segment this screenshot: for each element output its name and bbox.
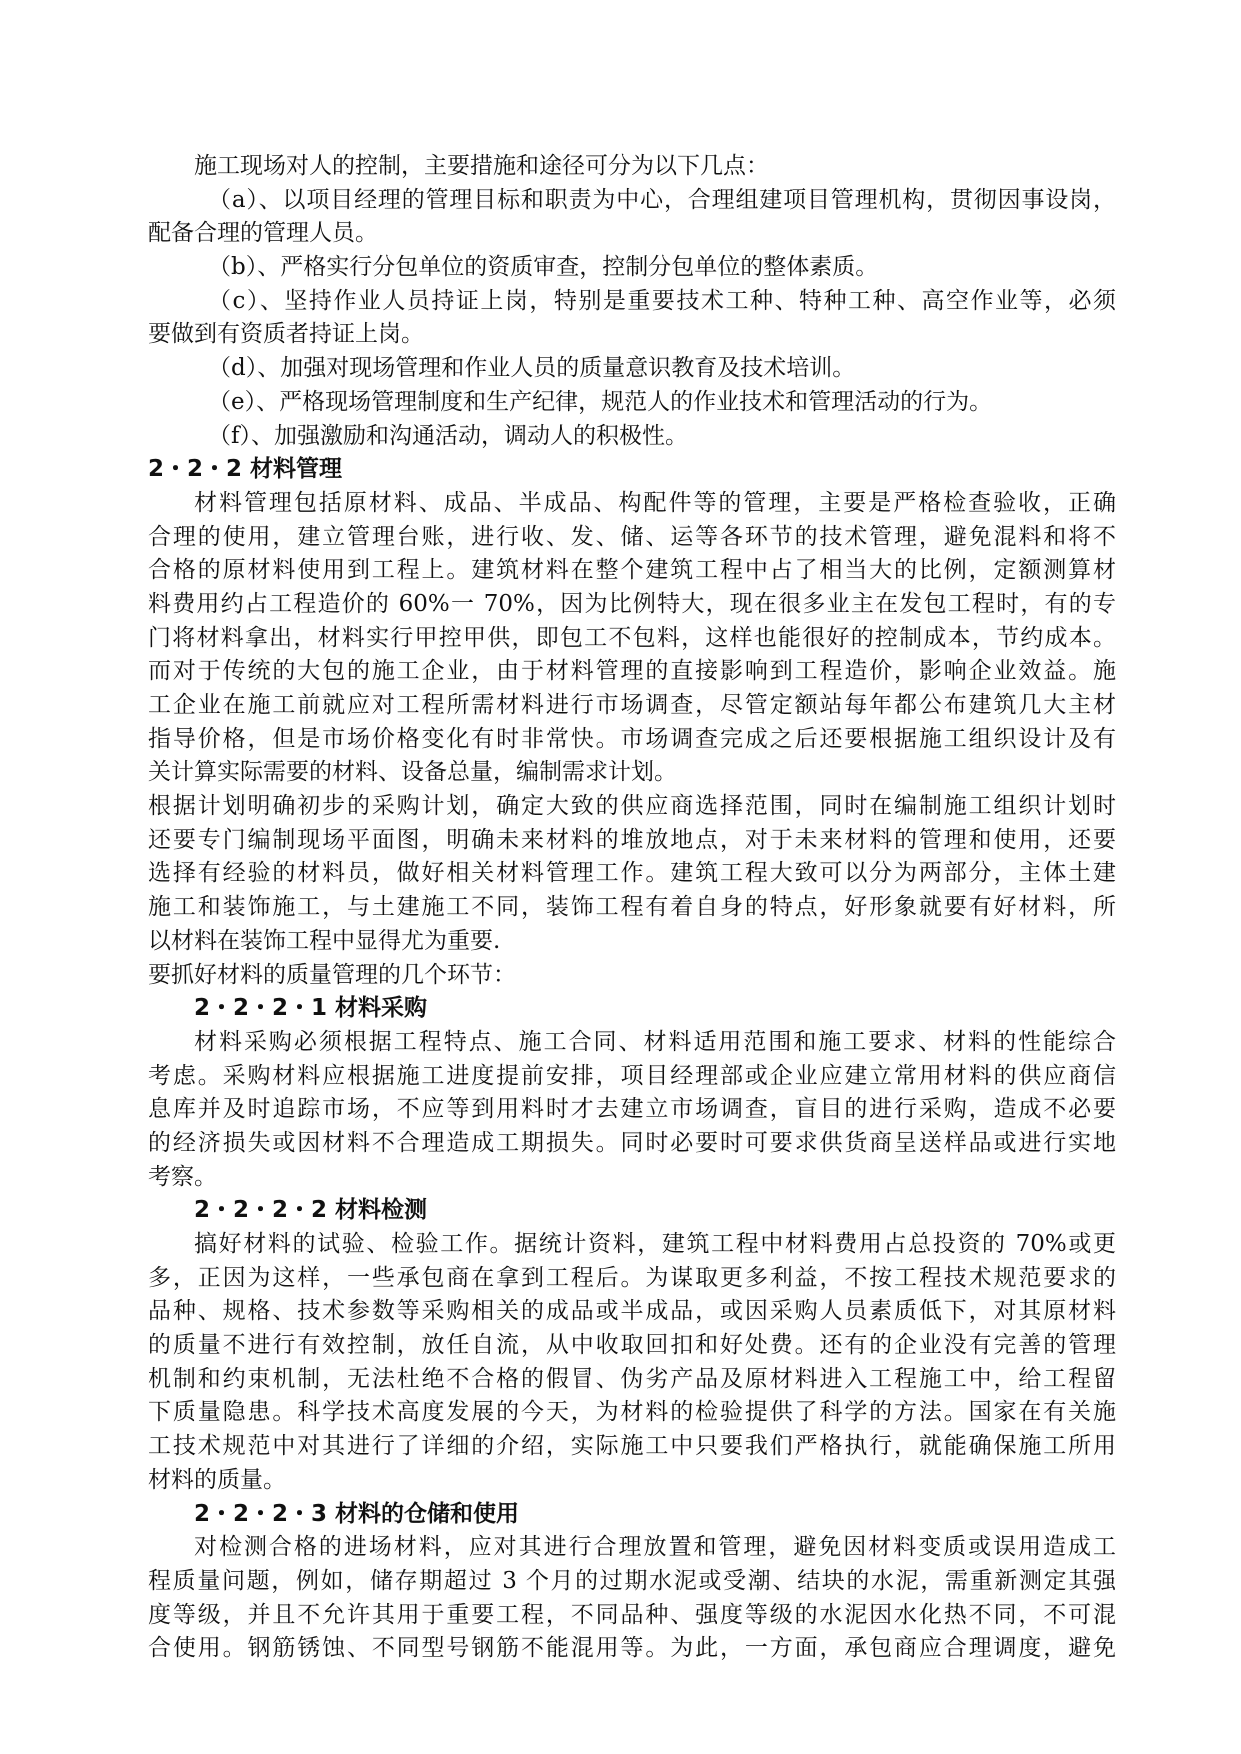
paragraph-line: 材料采购必须根据工程特点、施工合同、材料适用范围和施工要求、材料的性能综合	[194, 1028, 1116, 1055]
subsection-heading-testing: 2・2・2・2 材料检测	[194, 1197, 428, 1224]
list-item-c: （c）、坚持作业人员持证上岗，特别是重要技术工种、特种工种、高空作业等，必须	[208, 287, 1116, 314]
paragraph-line: 工企业在施工前就应对工程所需材料进行市场调查，尽管定额站每年都公布建筑几大主材	[148, 692, 1116, 718]
paragraph-line: 机制和约束机制，无法杜绝不合格的假冒、伪劣产品及原材料进入工程施工中，给工程留	[148, 1365, 1116, 1392]
list-item-a: （a）、以项目经理的管理目标和职责为中心，合理组建项目管理机构，贯彻因事设岗，	[208, 186, 1116, 213]
paragraph-line: 多，正因为这样，一些承包商在拿到工程后。为谋取更多利益，不按工程技术规范要求的	[148, 1264, 1116, 1291]
paragraph-line: 的质量不进行有效控制，放任自流，从中收取回扣和好处费。还有的企业没有完善的管理	[148, 1332, 1116, 1359]
list-item-a-cont: 配备合理的管理人员。	[148, 220, 378, 247]
paragraph-line: 以材料在装饰工程中显得尤为重要.	[148, 927, 501, 954]
paragraph-line: 材料管理包括原材料、成品、半成品、构配件等的管理，主要是严格检查验收，正确	[194, 489, 1116, 516]
paragraph-line: 合格的原材料使用到工程上。建筑材料在整个建筑工程中占了相当大的比例，定额测算材	[148, 557, 1116, 584]
document-page	[148, 150, 1116, 1666]
paragraph-line: 对检测合格的进场材料，应对其进行合理放置和管理，避免因材料变质或误用造成工	[194, 1534, 1116, 1561]
subsection-heading-purchasing: 2・2・2・1 材料采购	[194, 995, 428, 1022]
paragraph-line: 合理的使用，建立管理台账，进行收、发、储、运等各环节的技术管理，避免混料和将不	[148, 523, 1116, 550]
paragraph-line: 料费用约占工程造价的 60%一 70%，因为比例特大，现在很多业主在发包工程时，有的专	[148, 590, 1116, 617]
paragraph-line: 程质量问题，例如，储存期超过 3 个月的过期水泥或受潮、结块的水泥，需重新测定其强	[148, 1567, 1116, 1594]
paragraph-line: 下质量隐患。科学技术高度发展的今天，为材料的检验提供了科学的方法。国家在有关施	[148, 1399, 1116, 1426]
paragraph-line: 选择有经验的材料员，做好相关材料管理工作。建筑工程大致可以分为两部分，主体土建	[148, 860, 1116, 887]
paragraph-line: 搞好材料的试验、检验工作。据统计资料，建筑工程中材料费用占总投资的 70%或更	[194, 1231, 1116, 1257]
subsection-heading-storage: 2・2・2・3 材料的仓储和使用	[194, 1500, 520, 1527]
section-heading-material-management: 2・2・2 材料管理	[148, 456, 343, 483]
paragraph-line: 关计算实际需要的材料、设备总量，编制需求计划。	[148, 759, 677, 786]
list-item-c-cont: 要做到有资质者持证上岗。	[148, 321, 424, 348]
paragraph-line: 要抓好材料的质量管理的几个环节：	[148, 961, 516, 988]
paragraph-line: 考虑。采购材料应根据施工进度提前安排，项目经理部或企业应建立常用材料的供应商信	[148, 1062, 1116, 1089]
list-item-b: （b）、严格实行分包单位的资质审查，控制分包单位的整体素质。	[208, 254, 879, 281]
paragraph-line: 息库并及时追踪市场，不应等到用料时才去建立市场调查，盲目的进行采购，造成不必要	[148, 1096, 1116, 1123]
paragraph-intro: 施工现场对人的控制，主要措施和途径可分为以下几点：	[194, 153, 769, 179]
paragraph-line: 而对于传统的大包的施工企业，由于材料管理的直接影响到工程造价，影响企业效益。施	[148, 658, 1116, 685]
paragraph-line: 材料的质量。	[148, 1466, 286, 1493]
paragraph-line: 门将材料拿出，材料实行甲控甲供，即包工不包料，这样也能很好的控制成本，节约成本。	[148, 624, 1116, 651]
paragraph-line: 还要专门编制现场平面图，明确未来材料的堆放地点，对于未来材料的管理和使用，还要	[148, 826, 1116, 853]
paragraph-line: 品种、规格、技术参数等采购相关的成品或半成品，或因采购人员素质低下，对其原材料	[148, 1298, 1116, 1325]
paragraph-line: 根据计划明确初步的采购计划，确定大致的供应商选择范围，同时在编制施工组织计划时	[148, 793, 1116, 820]
list-item-d: （d）、加强对现场管理和作业人员的质量意识教育及技术培训。	[208, 355, 856, 382]
paragraph-line: 度等级，并且不允许其用于重要工程，不同品种、强度等级的水泥因水化热不同，不可混	[148, 1601, 1116, 1628]
paragraph-line: 考察。	[148, 1163, 217, 1190]
paragraph-line: 施工和装饰施工，与土建施工不同，装饰工程有着自身的特点，好形象就要有好材料，所	[148, 894, 1116, 921]
paragraph-line: 工技术规范中对其进行了详细的介绍，实际施工中只要我们严格执行，就能确保施工所用	[148, 1433, 1116, 1460]
list-item-f: （f）、加强激励和沟通活动，调动人的积极性。	[208, 422, 689, 449]
paragraph-line: 合使用。钢筋锈蚀、不同型号钢筋不能混用等。为此，一方面，承包商应合理调度，避免	[148, 1635, 1116, 1662]
paragraph-line: 的经济损失或因材料不合理造成工期损失。同时必要时可要求供货商呈送样品或进行实地	[148, 1129, 1116, 1156]
list-item-e: （e）、严格现场管理制度和生产纪律，规范人的作业技术和管理活动的行为。	[208, 388, 993, 415]
paragraph-line: 指导价格，但是市场价格变化有时非常快。市场调查完成之后还要根据施工组织设计及有	[148, 725, 1116, 752]
